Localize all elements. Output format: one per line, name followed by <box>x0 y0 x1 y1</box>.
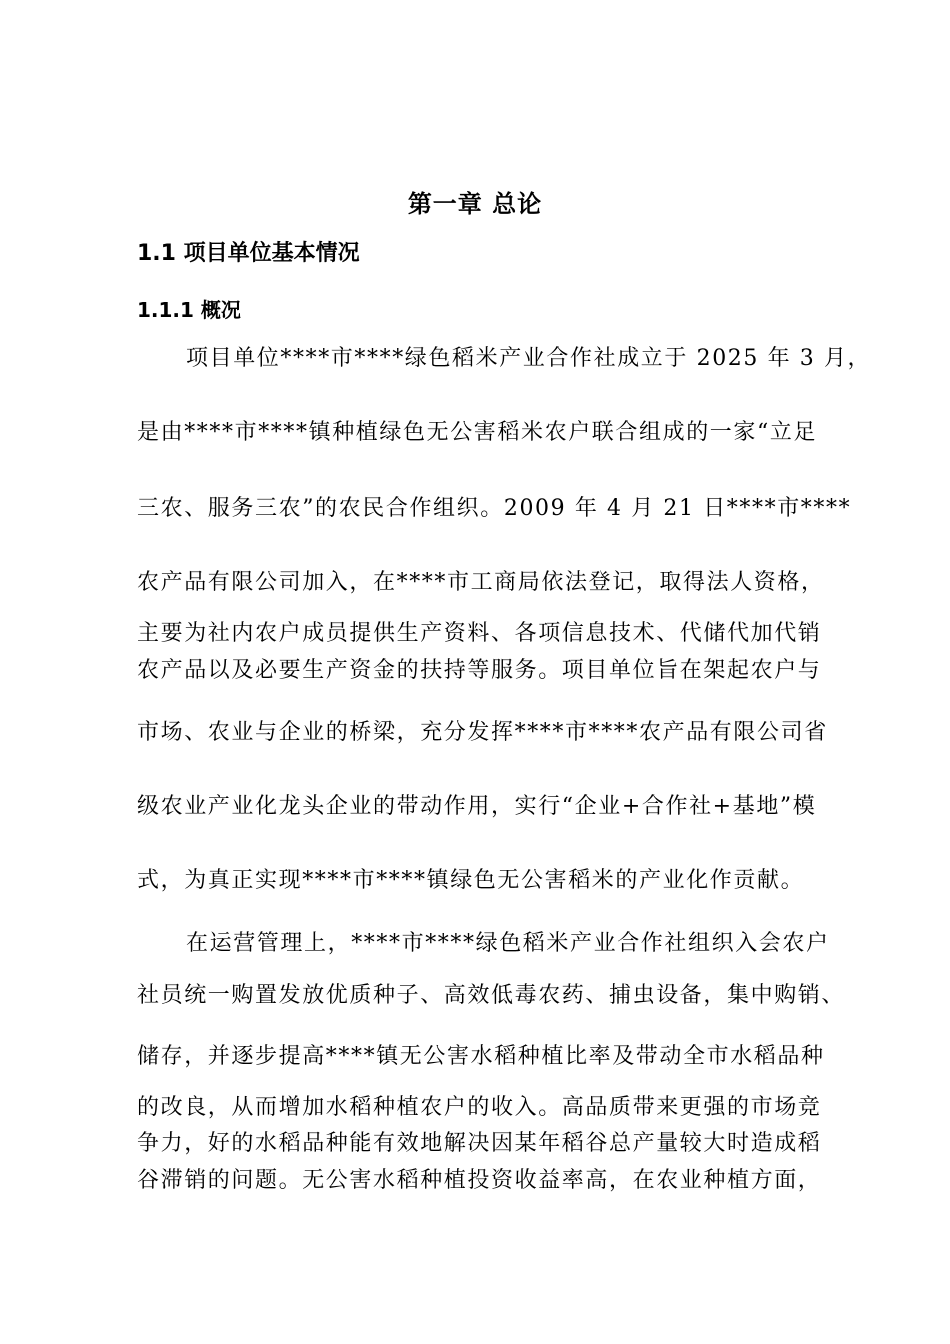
paragraph-line: 争力，好的水稻品种能有效地解决因某年稻谷总产量较大时造成稻 <box>137 1131 822 1156</box>
paragraph-line: 是由****市****镇种植绿色无公害稻米农户联合组成的一家“立足 <box>137 420 818 445</box>
chapter-title: 第一章 总论 <box>407 190 543 218</box>
paragraph-line: 农产品有限公司加入，在****市工商局依法登记，取得法人资格， <box>137 570 825 595</box>
subsection-heading: 1.1.1 概况 <box>137 298 241 322</box>
paragraph-line: 农产品以及必要生产资金的扶持等服务。项目单位旨在架起农户与 <box>137 658 822 683</box>
paragraph-line: 主要为社内农户成员提供生产资料、各项信息技术、代储代加代销 <box>137 621 822 646</box>
paragraph-line: 在运营管理上，****市****绿色稻米产业合作社组织入会农户 <box>186 931 830 956</box>
paragraph-line: 社员统一购置发放优质种子、高效低毒农药、捕虫设备，集中购销、 <box>137 983 846 1008</box>
paragraph-line: 的改良，从而增加水稻种植农户的收入。高品质带来更强的市场竞 <box>137 1095 822 1120</box>
paragraph-line: 谷滞销的问题。无公害水稻种植投资收益率高，在农业种植方面， <box>137 1168 822 1193</box>
paragraph-line: 式，为真正实现****市****镇绿色无公害稻米的产业化作贡献。 <box>137 868 805 893</box>
paragraph-line: 项目单位****市****绿色稻米产业合作社成立于 2025 年 3 月， <box>186 346 872 371</box>
section-heading: 1.1 项目单位基本情况 <box>137 241 360 266</box>
paragraph-line: 级农业产业化龙头企业的带动作用，实行“企业+合作社+基地”模 <box>137 794 817 819</box>
paragraph-line: 储存，并逐步提高****镇无公害水稻种植比率及带动全市水稻品种 <box>137 1044 825 1069</box>
paragraph-line: 三农、服务三农”的农民合作组织。2009 年 4 月 21 日****市**** <box>137 496 852 521</box>
paragraph-line: 市场、农业与企业的桥梁，充分发挥****市****农产品有限公司省 <box>137 720 828 745</box>
